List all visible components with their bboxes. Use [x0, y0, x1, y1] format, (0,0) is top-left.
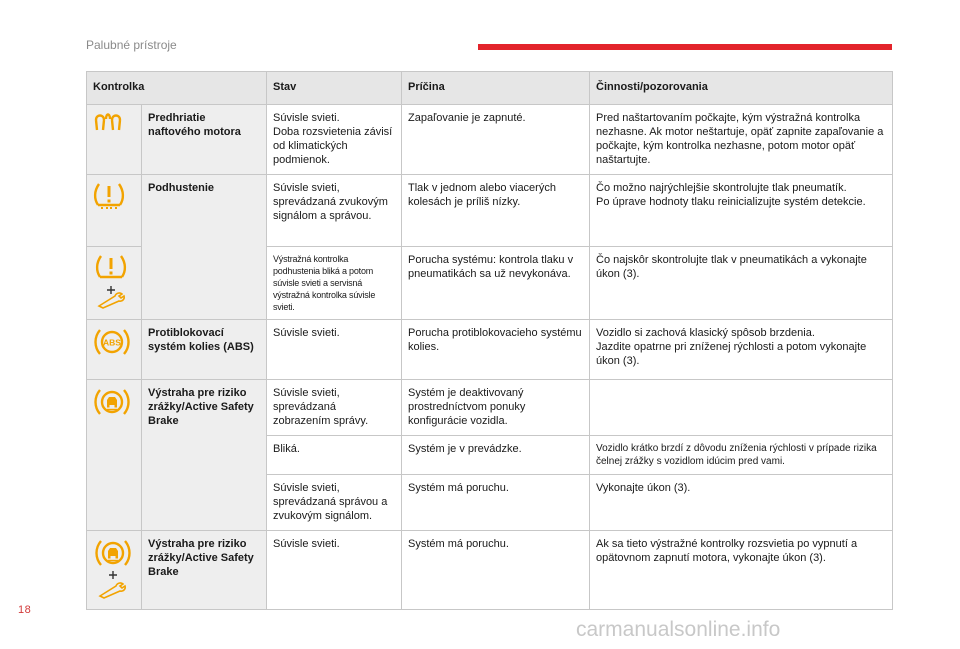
icon-cell — [87, 175, 142, 247]
svg-text:ABS: ABS — [103, 337, 121, 348]
icon-cell — [87, 105, 142, 175]
section-title: Palubné prístroje — [86, 38, 177, 52]
icon-cell — [87, 247, 142, 320]
watermark-text: carmanualsonline.info — [576, 618, 781, 641]
action-cell: Čo najskôr skontrolujte tlak v pneumatikách a vykonajte úkon (3). — [590, 247, 893, 320]
icon-cell — [87, 531, 142, 610]
state-cell: Súvisle svieti. Doba rozsvietenia závisí od klimatických podmienok. — [267, 105, 402, 175]
cause-cell: Systém je deaktivovaný prostredníctvom ponuky konfigurácie vozidla. — [402, 380, 590, 436]
icon-cell — [87, 320, 142, 380]
icon-cell — [87, 380, 142, 531]
column-header-kontrolka: Kontrolka — [87, 72, 267, 105]
indicator-name: Výstraha pre riziko zrážky/Active Safety Brake — [142, 531, 267, 610]
table-row — [87, 531, 893, 610]
page-number: 18 — [18, 604, 32, 616]
header-accent-bar — [478, 44, 892, 50]
state-cell: Súvisle svieti, sprevádzaná zobrazením správy. — [267, 380, 402, 436]
column-header-stav: Stav — [267, 72, 402, 105]
action-cell: Pred naštartovaním počkajte, kým výstražná kontrolka nezhasne. Ak motor neštartuje, opäť zapnite zapaľovanie a počkajte, kým kontrolka nezhasne, potom motor opäť naštartujte. — [590, 105, 893, 175]
cause-cell: Zapaľovanie je zapnuté. — [402, 105, 590, 175]
state-cell: Bliká. — [267, 436, 402, 475]
cause-cell: Systém má poruchu. — [402, 531, 590, 610]
state-cell: Výstražná kontrolka podhustenia bliká a potom súvisle svieti a servisná výstražná kontrolka súvisle svieti. — [267, 247, 402, 320]
state-cell: Súvisle svieti. — [267, 531, 402, 610]
cause-cell: Systém má poruchu. — [402, 475, 590, 531]
action-cell: Čo možno najrýchlejšie skontrolujte tlak pneumatík. Po úprave hodnoty tlaku reinicializujte systém detekcie. — [590, 175, 893, 247]
abs-icon — [93, 326, 131, 362]
state-cell: Súvisle svieti, sprevádzaná zvukovým signálom a správou. — [267, 175, 402, 247]
cause-cell: Systém je v prevádzke. — [402, 436, 590, 475]
state-cell: Súvisle svieti. — [267, 320, 402, 380]
cause-cell: Porucha systému: kontrola tlaku v pneumatikách sa už nevykonáva. — [402, 247, 590, 320]
tyre-pressure-icon — [93, 181, 125, 215]
collision-warning-icon — [93, 386, 131, 422]
cause-cell: Porucha protiblokovacieho systému kolies. — [402, 320, 590, 380]
column-header-cinnosti: Činnosti/pozorovania — [590, 72, 893, 105]
indicator-table — [86, 71, 893, 610]
table-row — [87, 380, 893, 436]
action-cell: Vozidlo si zachová klasický spôsob brzdenia. Jazdite opatrne pri zníženej rýchlosti a potom vykonajte úkon (3). — [590, 320, 893, 380]
indicator-name: Predhriatie naftového motora — [142, 105, 267, 175]
state-cell: Súvisle svieti, sprevádzaná správou a zvukovým signálom. — [267, 475, 402, 531]
indicator-name: Protiblokovací systém kolies (ABS) — [142, 320, 267, 380]
action-cell: Vozidlo krátko brzdí z dôvodu zníženia rýchlosti v prípade rizika čelnej zrážky s vozidlom idúcim pred vami. — [590, 436, 893, 475]
glow-plug-icon — [93, 111, 123, 137]
action-cell: Ak sa tieto výstražné kontrolky rozsvietia po vypnutí a opätovnom zapnutí motora, vykonajte úkon (3). — [590, 531, 893, 610]
indicator-name: Výstraha pre riziko zrážky/Active Safety Brake — [142, 380, 267, 531]
action-cell — [590, 380, 893, 436]
indicator-name: Podhustenie — [142, 175, 267, 320]
table-row — [87, 320, 893, 380]
tyre-pressure-service-icon — [93, 253, 129, 313]
table-row — [87, 105, 893, 175]
table-row — [87, 175, 893, 247]
cause-cell: Tlak v jednom alebo viacerých kolesách je príliš nízky. — [402, 175, 590, 247]
action-cell: Vykonajte úkon (3). — [590, 475, 893, 531]
column-header-pricina: Príčina — [402, 72, 590, 105]
collision-warning-service-icon — [93, 537, 133, 603]
table-header-row — [87, 72, 893, 105]
